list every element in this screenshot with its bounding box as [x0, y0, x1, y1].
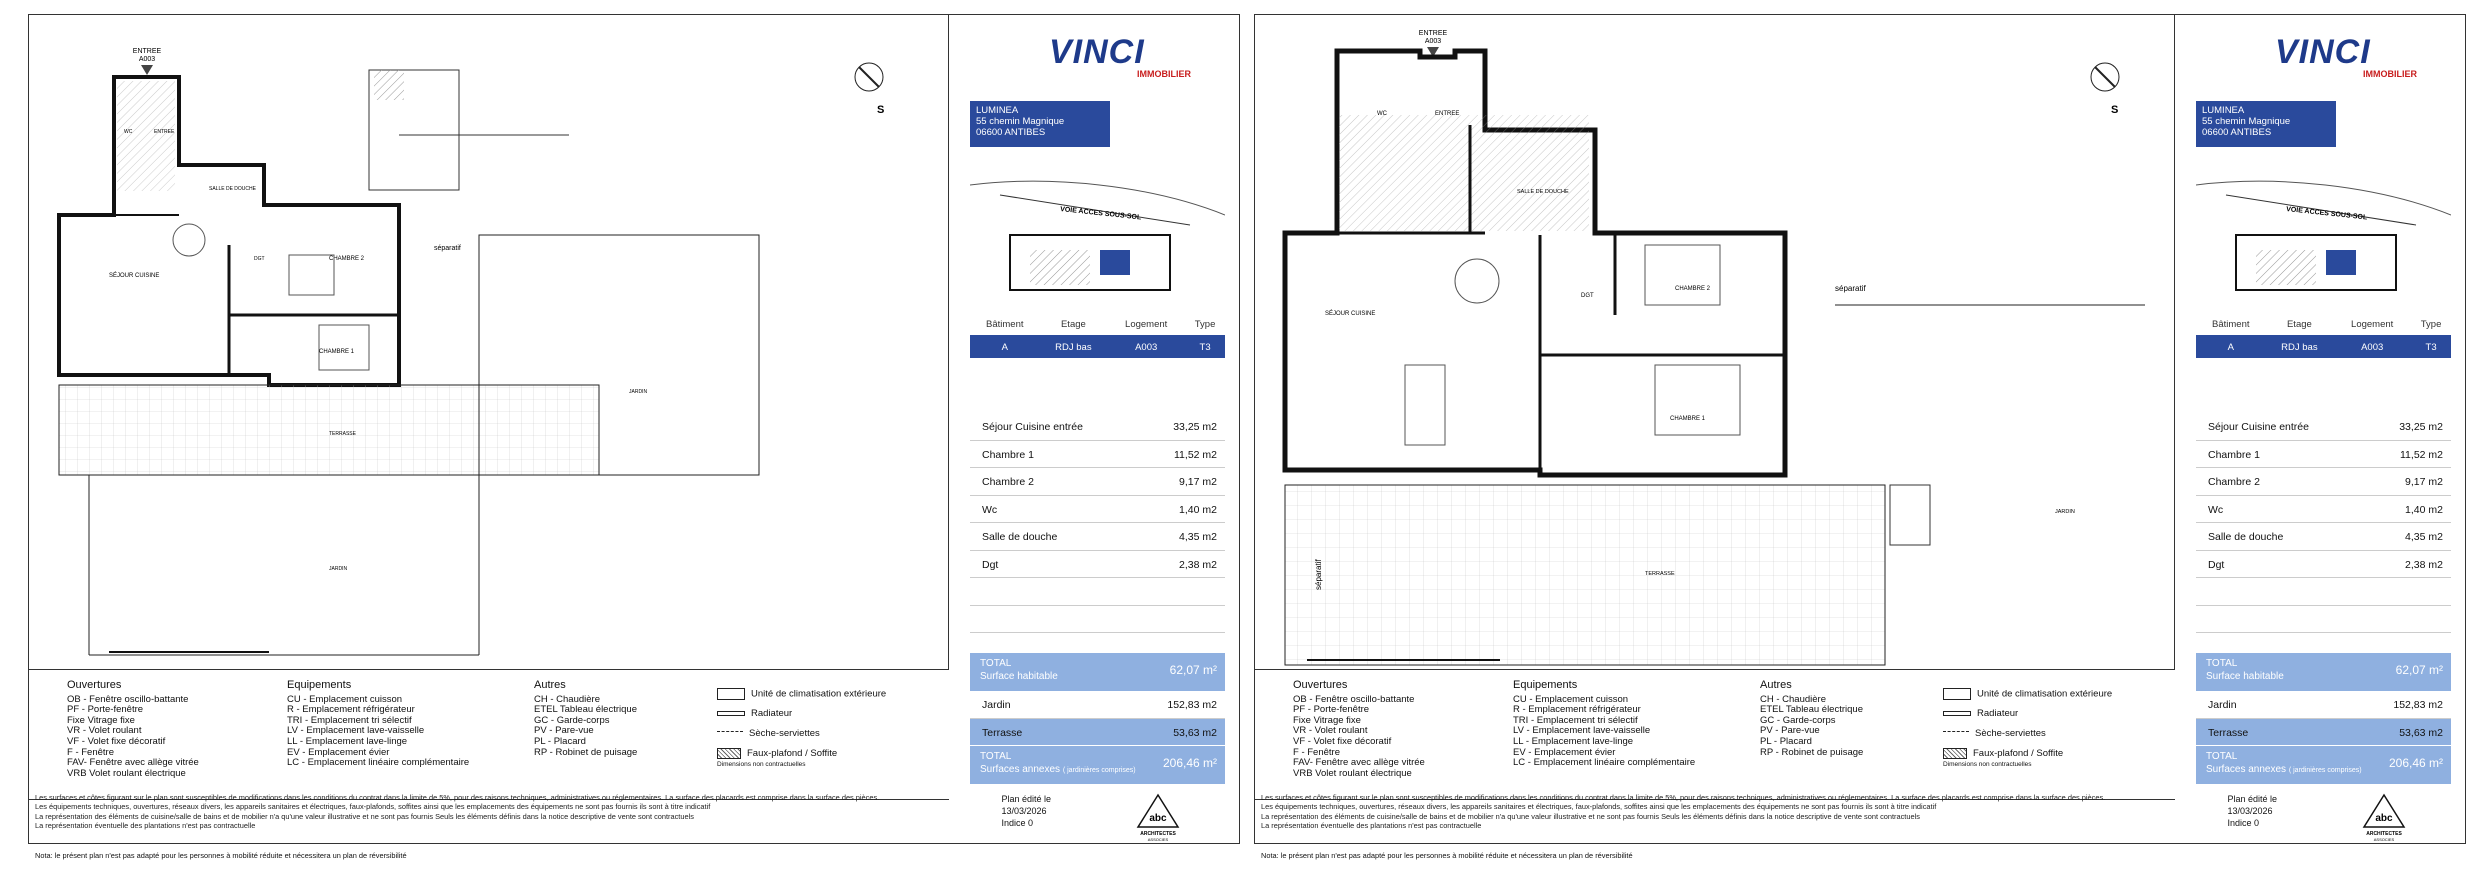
legend-symbols: Unité de climatisation extérieure Radiateur Sèche-serviettes Faux-plafond / Soffite Dimensions non contractuelles: [717, 688, 887, 768]
plan-date: Plan édité le 13/03/2026 Indice 0: [1001, 794, 1051, 828]
brand-name: VINCI: [1049, 33, 1145, 71]
address-street: 55 chemin Magnique: [2202, 116, 2291, 127]
location-header-floor: Etage: [2266, 313, 2334, 336]
brand-sub: IMMOBILIER: [1137, 69, 1191, 79]
location-header-building: Bâtiment: [2196, 313, 2266, 336]
room-salle-de-douche: SALLE DE DOUCHE: [209, 186, 256, 192]
address-city: 06600 ANTIBES: [976, 127, 1046, 138]
address-name: LUMINEA: [976, 105, 1019, 116]
separatif-label: séparatif: [1835, 284, 1866, 293]
brand-name: VINCI: [2275, 33, 2371, 71]
legend-autres: Autres CH - Chaudière ETEL Tableau électrique GC - Garde-corps PV - Pare-vue PL - Placard RP - Robinet de puisage: [1760, 679, 1864, 758]
location-header-floor: Etage: [1040, 313, 1108, 336]
room-dgt: DGT: [254, 256, 265, 262]
location-floor: RDJ bas: [2266, 336, 2334, 359]
room-salle-de-douche: SALLE DE DOUCHE: [1517, 189, 1569, 195]
svg-text:abc: abc: [1149, 813, 1167, 824]
total-annexes: TOTAL Surfaces annexes ( jardinières comprises) 206,46 m²: [970, 745, 1225, 784]
legend-ouvertures: Ouvertures OB - Fenêtre oscillo-battante PF - Porte-fenêtre Fixe Vitrage fixe VR - Volet roulant VF - Volet fixe décoratif F - Fenêtre FAV- Fenêtre avec allège vitrée VRB Volet roulant électrique: [1293, 679, 1425, 779]
kitchen-island: [1405, 365, 1445, 445]
location-building: A: [970, 336, 1040, 359]
entrance-label: ENTREE: [1418, 30, 1448, 37]
surfaces-table: [970, 413, 1225, 784]
nota: Nota: le présent plan n'est pas adapté pour les personnes à mobilité réduite et nécessitera un plan de réversibilité: [1261, 851, 1633, 860]
location-header-building: Bâtiment: [970, 313, 1040, 336]
total-habitable: TOTAL Surface habitable 62,07 m²: [2196, 653, 2451, 691]
terrace-label: TERRASSE: [329, 431, 356, 437]
location-table: [2196, 313, 2451, 358]
terrasse-row: Terrasse 53,63 m2: [970, 719, 1225, 745]
room-chambre-1: CHAMBRE 1: [1670, 416, 1706, 422]
info-panel: [2175, 15, 2467, 815]
terrace-area: [1285, 485, 1885, 665]
location-type: T3: [2411, 336, 2451, 359]
dining-table: [1455, 259, 1499, 303]
terrasse-row: Terrasse 53,63 m2: [2196, 719, 2451, 745]
garden-label: JARDIN: [629, 389, 648, 395]
terrace-area: [59, 385, 599, 475]
vinci-logo: [2275, 33, 2417, 79]
legend: [29, 670, 949, 800]
location-floor: RDJ bas: [1040, 336, 1108, 359]
abc-architectes-logo: [1134, 793, 1182, 843]
svg-text:ARCHITECTES: ARCHITECTES: [2366, 831, 2402, 837]
total-annexes: TOTAL Surfaces annexes ( jardinières comprises) 206,46 m²: [2196, 745, 2451, 784]
entrance-code: A003: [138, 56, 156, 63]
nota: Nota: le présent plan n'est pas adapté pour les personnes à mobilité réduite et nécessitera un plan de réversibilité: [35, 851, 407, 860]
address-street: 55 chemin Magnique: [976, 116, 1065, 127]
room-chambre-1: CHAMBRE 1: [319, 349, 355, 355]
info-panel: [949, 15, 1241, 815]
room-sejour: SÉJOUR CUISINE: [109, 273, 160, 279]
entrance-code: A003: [1424, 38, 1442, 45]
surface-row: Dgt 2,38 m2: [970, 551, 1225, 579]
jardin-row: Jardin 152,83 m2: [2196, 691, 2451, 719]
plan-sheet-1: [28, 14, 1240, 860]
legend-autres: Autres CH - Chaudière ETEL Tableau électrique GC - Garde-corps PV - Pare-vue PL - Placard RP - Robinet de puisage: [534, 679, 638, 758]
svg-text:ASSOCIES: ASSOCIES: [1147, 837, 1169, 842]
abc-architectes-logo: [2360, 793, 2408, 843]
location-table: [970, 313, 1225, 358]
room-wc: WC: [1377, 111, 1387, 117]
surface-row: Wc 1,40 m2: [970, 496, 1225, 524]
legend-ouvertures: Ouvertures OB - Fenêtre oscillo-battante PF - Porte-fenêtre Fixe Vitrage fixe VR - Volet roulant VF - Volet fixe décoratif F - Fenêtre FAV- Fenêtre avec allège vitrée VRB Volet roulant électrique: [67, 679, 199, 779]
total-habitable: TOTAL Surface habitable 62,07 m²: [970, 653, 1225, 691]
apartment-walls: [1285, 51, 1785, 475]
compass-label: S: [2111, 104, 2119, 116]
apartment-highlight: [1100, 250, 1130, 275]
svg-text:ARCHITECTES: ARCHITECTES: [1140, 831, 1176, 837]
garden-label-lower: JARDIN: [329, 566, 348, 572]
floor-plan-drawing: [1255, 15, 2173, 668]
surface-row: Chambre 1 11,52 m2: [2196, 441, 2451, 469]
apartment-highlight: [2326, 250, 2356, 275]
room-wc: WC: [124, 129, 133, 135]
site-road-label: VOIE ACCES SOUS-SOL: [2285, 206, 2368, 222]
vinci-logo: [1049, 33, 1191, 79]
room-sejour: SÉJOUR CUISINE: [1325, 311, 1376, 317]
terrace-label: TERRASSE: [1645, 571, 1675, 577]
disclaimer-notes: Les surfaces et côtes figurant sur le plan sont susceptibles de modifications dans les conditions du contrat dans la limite de 5%, pour des raisons techniques, administratives ou réglementaires. La surface des placards est comprise dans la surface des pièces. Les équipements techniques, ouvertures, réseaux divers, les appareils sanitaires et électriques, faux-plafonds, soffites ainsi que les emplacements des équipements ne sont pas fournis ils sont à titre indicatif La représentation des éléments de cuisine/salle de bains et de mobilier n'a qu'une valeur illustrative et ne sont pas fournis Seuls les éléments définis dans la notice descriptive de vente sont contractuels La représentation éventuelle des plantations n'est pas contractuelle: [1261, 793, 2106, 831]
location-header-type: Type: [2411, 313, 2451, 336]
location-header-unit: Logement: [2333, 313, 2411, 336]
surface-row: Chambre 2 9,17 m2: [2196, 468, 2451, 496]
location-header-type: Type: [1185, 313, 1225, 336]
legend: [1255, 670, 2175, 800]
surface-row: Salle de douche 4,35 m2: [2196, 523, 2451, 551]
location-unit: A003: [1107, 336, 1185, 359]
site-plan-thumbnail: [970, 155, 1225, 303]
address-box: [970, 101, 1110, 147]
svg-text:ASSOCIES: ASSOCIES: [2373, 837, 2395, 842]
dining-table: [173, 224, 205, 256]
entrance-arrow-icon: [141, 65, 153, 75]
floor-plan-drawing: [29, 15, 947, 668]
room-chambre-2: CHAMBRE 2: [329, 256, 365, 262]
address-name: LUMINEA: [2202, 105, 2245, 116]
jardin-row: Jardin 152,83 m2: [970, 691, 1225, 719]
room-chambre-2: CHAMBRE 2: [1675, 286, 1711, 292]
brand-sub: IMMOBILIER: [2363, 69, 2417, 79]
surface-row: Séjour Cuisine entrée 33,25 m2: [970, 413, 1225, 441]
surface-row: Chambre 2 9,17 m2: [970, 468, 1225, 496]
svg-text:abc: abc: [2375, 813, 2393, 824]
room-entree: ENTREE: [1435, 111, 1460, 117]
location-building: A: [2196, 336, 2266, 359]
address-box: [2196, 101, 2336, 147]
location-header-unit: Logement: [1107, 313, 1185, 336]
surface-row: Chambre 1 11,52 m2: [970, 441, 1225, 469]
separatif-label-vertical: séparatif: [1314, 559, 1323, 590]
surface-row: Wc 1,40 m2: [2196, 496, 2451, 524]
legend-symbols: Unité de climatisation extérieure Radiateur Sèche-serviettes Faux-plafond / Soffite Dimensions non contractuelles: [1943, 688, 2113, 768]
floor-plan-area: [29, 15, 949, 670]
legend-equipements: Equipements CU - Emplacement cuisson R - Emplacement réfrigérateur TRI - Emplacement tri sélectif LV - Emplacement lave-vaisselle LL - Emplacement lave-linge EV - Emplacement évier LC - Emplacement linéaire complémentaire: [1513, 679, 1696, 769]
room-dgt: DGT: [1581, 293, 1594, 299]
location-unit: A003: [2333, 336, 2411, 359]
disclaimer-notes: Les surfaces et côtes figurant sur le plan sont susceptibles de modifications dans les conditions du contrat dans la limite de 5%, pour des raisons techniques, administratives ou réglementaires. La surface des placards est comprise dans la surface des pièces. Les équipements techniques, ouvertures, réseaux divers, les appareils sanitaires et électriques, faux-plafonds, soffites ainsi que les emplacements des équipements ne sont pas fournis ils sont à titre indicatif La représentation des éléments de cuisine/salle de bains et de mobilier n'a qu'une valeur illustrative et ne sont pas fournis Seuls les éléments définis dans la notice descriptive de vente sont contractuels La représentation éventuelle des plantations n'est pas contractuelle: [35, 793, 880, 831]
bed-1: [319, 325, 369, 370]
compass-label: S: [877, 104, 885, 116]
surface-row: Dgt 2,38 m2: [2196, 551, 2451, 579]
plan-sheet-2: [1254, 14, 2466, 860]
surface-row: Séjour Cuisine entrée 33,25 m2: [2196, 413, 2451, 441]
surfaces-table: [2196, 413, 2451, 784]
surface-row: Salle de douche 4,35 m2: [970, 523, 1225, 551]
address-city: 06600 ANTIBES: [2202, 127, 2272, 138]
bed-2: [289, 255, 334, 295]
legend-equipements: Equipements CU - Emplacement cuisson R - Emplacement réfrigérateur TRI - Emplacement tri sélectif LV - Emplacement lave-vaisselle LL - Emplacement lave-linge EV - Emplacement évier LC - Emplacement linéaire complémentaire: [287, 679, 470, 769]
entrance-label: ENTREE: [132, 48, 162, 55]
room-entree: ENTREE: [154, 129, 175, 135]
bed-2: [1645, 245, 1720, 305]
site-road-label: VOIE ACCES SOUS-SOL: [1059, 206, 1142, 222]
site-plan-thumbnail: [2196, 155, 2451, 303]
garden-label: JARDIN: [2055, 509, 2075, 515]
plan-date: Plan édité le 13/03/2026 Indice 0: [2227, 794, 2277, 828]
floor-plan-area: [1255, 15, 2175, 670]
separatif-label: séparatif: [434, 245, 461, 252]
bed-1: [1655, 365, 1740, 435]
location-type: T3: [1185, 336, 1225, 359]
